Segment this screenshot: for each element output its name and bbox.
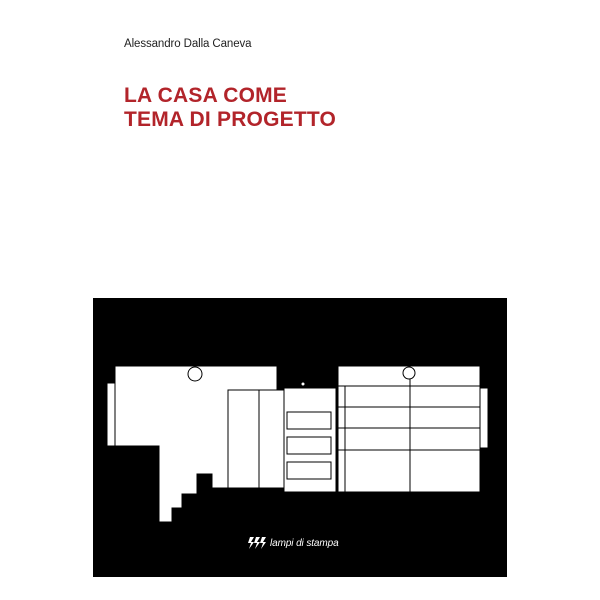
middle-panel (228, 390, 284, 488)
fixture-circle-left (188, 367, 202, 381)
lightning-bolts-logo-icon (248, 536, 266, 550)
fixture-dot-center (301, 382, 305, 386)
title-line-2: TEMA DI PROGETTO (124, 108, 337, 131)
publisher-name: lampi di stampa (270, 537, 339, 549)
right-cabinet (338, 366, 480, 492)
right-wall-strip (480, 388, 488, 448)
author-name: Alessandro Dalla Caneva (124, 38, 252, 50)
publisher-mark (248, 536, 339, 550)
drawer-column (284, 388, 336, 492)
fixture-circle-right (403, 367, 415, 379)
left-wall-strip (107, 383, 115, 446)
title-line-1: LA CASA COME (124, 84, 288, 107)
